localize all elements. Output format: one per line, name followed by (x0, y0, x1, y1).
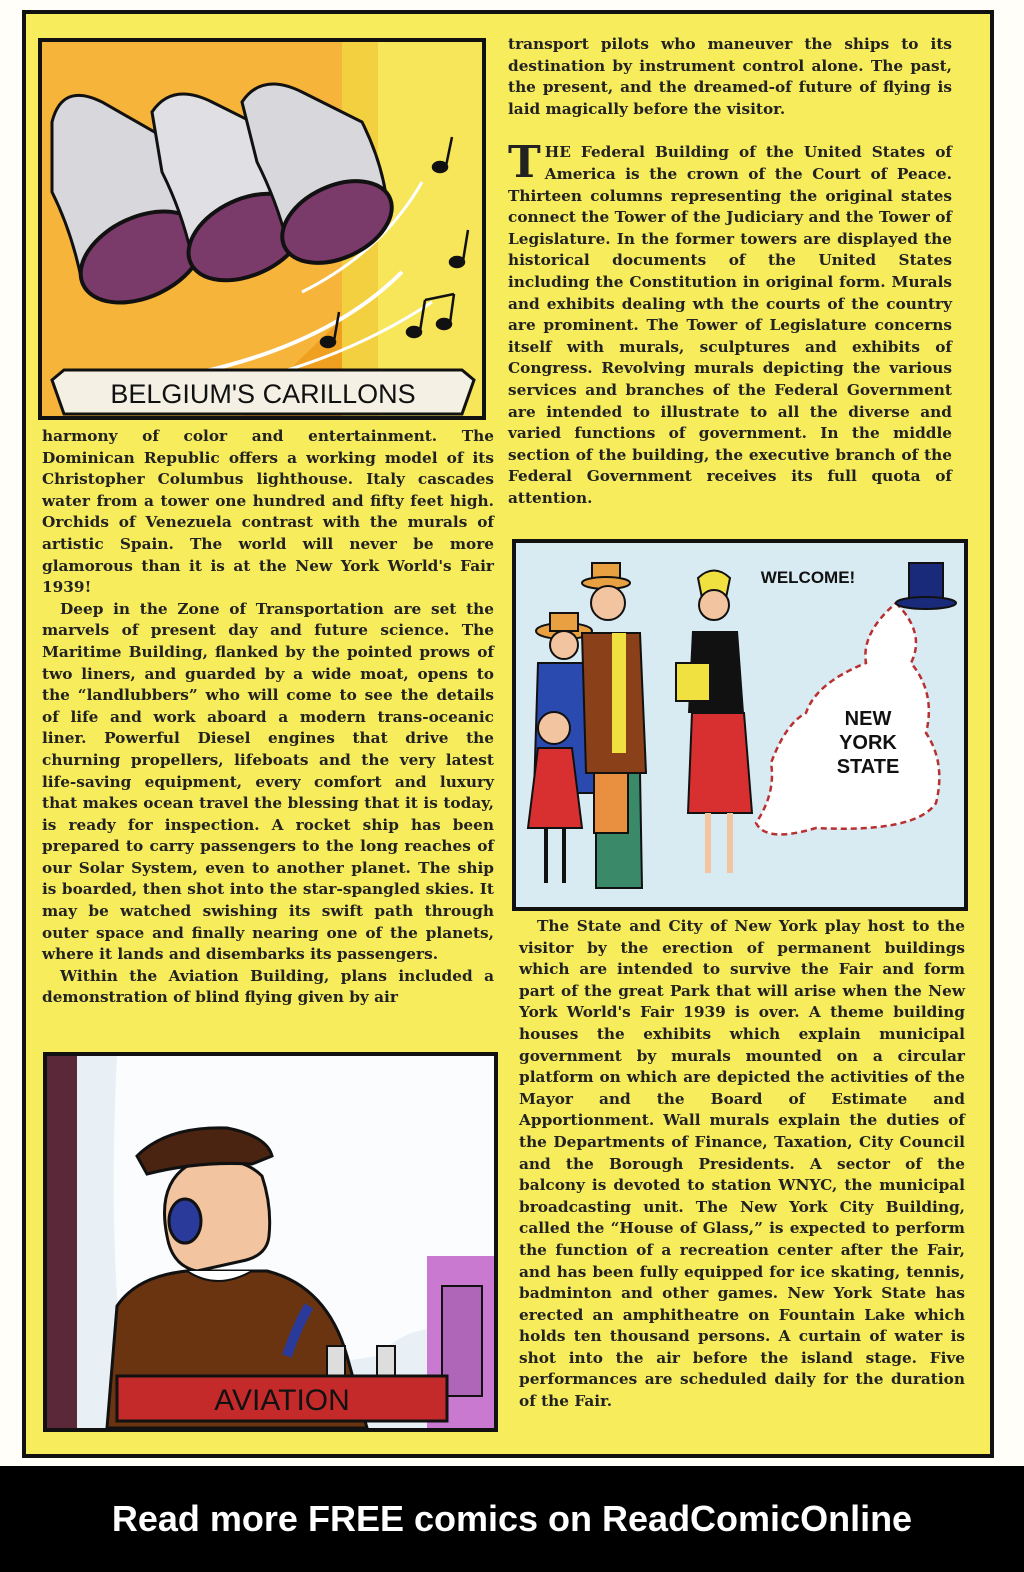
map-label-state: STATE (836, 756, 900, 778)
carillons-illustration (42, 42, 482, 416)
carillons-label: BELGIUM'S CARILLONS (110, 379, 416, 409)
right-column-bottom-text (519, 916, 965, 1413)
carillons-panel (38, 38, 486, 420)
comic-page (22, 10, 994, 1458)
paragraph-federal-building (508, 137, 952, 509)
welcome-speech: WELCOME! (760, 568, 856, 587)
aviation-panel (43, 1052, 498, 1432)
footer-banner[interactable]: Read more FREE comics on ReadComicOnline (0, 1466, 1024, 1572)
federal-building-text: HE Federal Building of the United States of America is the crown of the Court of Peace. Thirteen columns representing the original states connect the Tower of the Judiciary and the Tower of Legislature. In the former towers are displayed the historical documents of the United States including the Constitution in original form. Murals and exhibits dealing wth the courts of the country are prominent. The Tower of Legislature concerns itself with murals, sculptures and exhibits of Congress. Revolving murals depicting the various services and branches of the Federal Government are intended to illustrate to all the diverse and varied functions of government. In the middle section of the building, the executive branch of the Federal Government receives its full quota of attention. (508, 143, 952, 507)
new-york-panel (512, 539, 968, 911)
paragraph-fair-harmony: harmony of color and entertainment. The Dominican Republic offers a working model of its Christopher Columbus lighthouse. Italy cascades water from a tower one hundred and fifty feet high. Orchids of Venezuela contrast with the murals of artistic Spain. The world will never be more glamorous than it is at the New York World's Fair 1939! (42, 427, 494, 597)
paragraph-aviation-building: Within the Aviation Building, plans included a demonstration of blind flying given by air (42, 966, 494, 1007)
carillons-banner (52, 370, 474, 414)
right-column-top-text (508, 34, 952, 509)
aviation-banner (117, 1376, 447, 1421)
aviation-label: AVIATION (214, 1384, 350, 1417)
paragraph-transport-pilots: transport pilots who maneuver the ships to its destination by instrument control alone. The past, the present, and the dreamed-of future of flying is laid magically before the visitor. (508, 35, 952, 118)
dropcap-t: T (508, 137, 541, 189)
map-label-new: NEW (844, 708, 892, 730)
left-column-text (42, 426, 494, 1009)
new-york-illustration (516, 543, 964, 907)
paragraph-transportation: Deep in the Zone of Transportation are set the marvels of present day and future science. The Maritime Building, flanked by the pointed prows of two liners, and guarded by a wide moat, opens to the “landlubbers” who will come to see the details of life and work aboard a modern trans-oceanic liner. Powerful Diesel engines that drive the churning propellers, lifeboats and the very latest life-saving equipment, every comfort and luxury that makes ocean travel the blessing that it is today, is ready for inspection. A rocket ship has been prepared to carry passengers to the long reaches of our Solar System, even to another planet. The ship is boarded, then shot into the star-spangled skies. It may be watched swishing its swift path through outer space and finally nearing one of the planets, where it lands and disembarks its passengers. (42, 599, 494, 964)
paragraph-new-york-host: The State and City of New York play host to the visitor by the erection of permanent buildings which are intended to survive the Fair and form part of the great Park that will arise when the New York World's Fair 1939 is over. A theme building houses the exhibits which explain municipal government by murals mounted on a circular platform on which are depicted the activities of the Mayor and the Board of Estimate and Apportionment. Wall murals explain the duties of the Departments of Finance, Taxation, City Council and the Borough Presidents. A sector of the balcony is devoted to station WNYC, the municipal broadcasting unit. The New York City Building, called the “House of Glass,” is expected to perform the function of a recreation center after the Fair, and has been fully equipped for ice skating, tennis, badminton and other games. New York State has erected an amphitheatre on Fountain Lake which holds ten thousand persons. A curtain of water is shot into the air before the island stage. Five performances are scheduled daily for the duration of the Fair. (519, 917, 965, 1411)
aviation-illustration (47, 1056, 494, 1428)
map-label-york: YORK (839, 732, 897, 754)
